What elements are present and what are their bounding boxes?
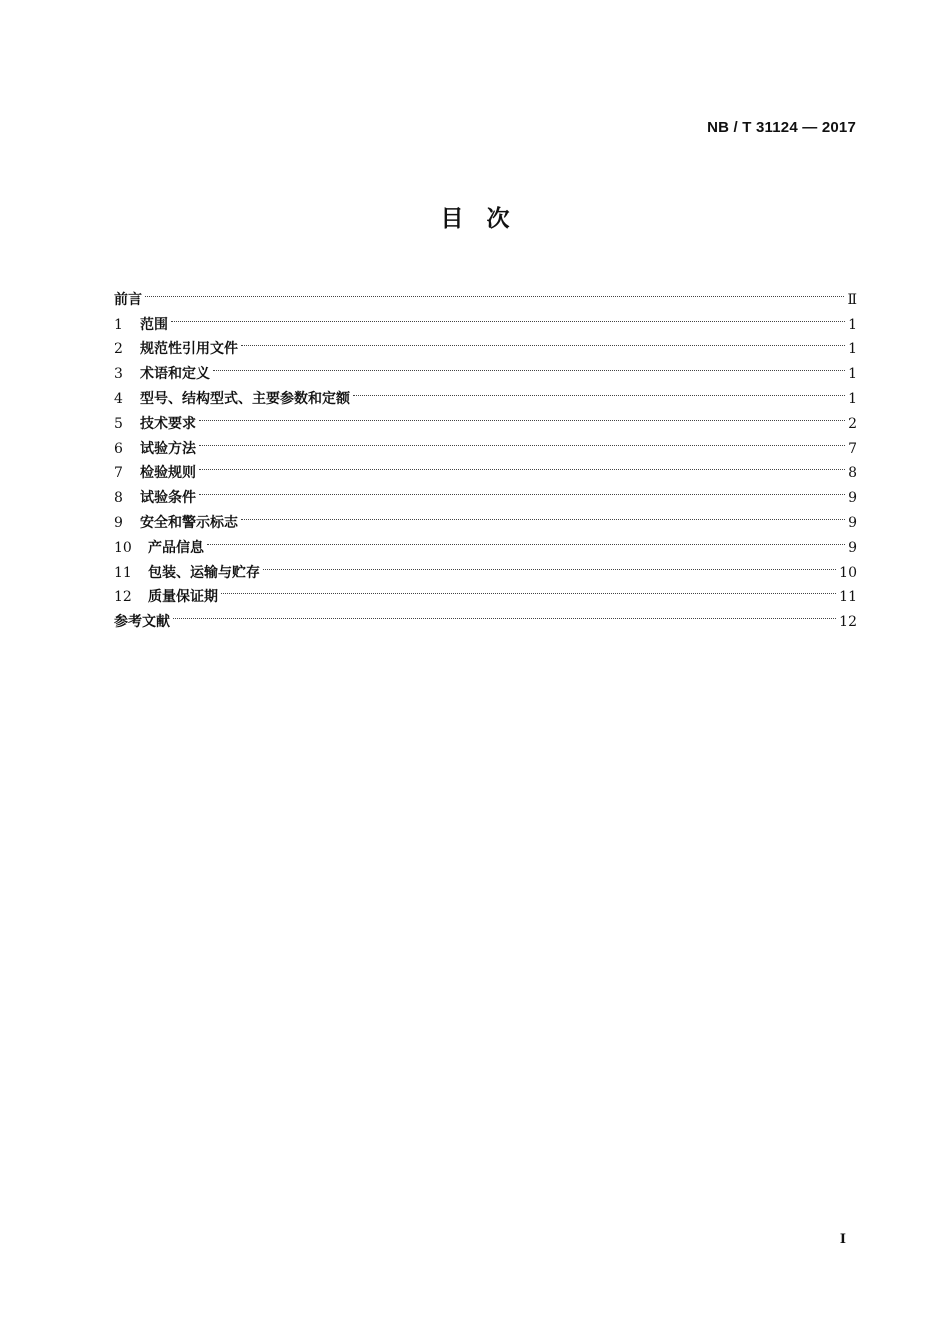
dot-leader [199, 403, 845, 428]
dot-leader [241, 329, 845, 354]
toc-entry-page: 1 [848, 390, 857, 407]
toc-entry-11[interactable] [114, 552, 857, 581]
toc-entry-number: 1 [114, 316, 123, 333]
toc-entry-label: 参考文献 [114, 614, 170, 631]
toc-entry-page: 9 [848, 539, 857, 556]
page-title: 目 次 [440, 206, 510, 232]
toc-entry-number: 11 [114, 564, 132, 581]
dot-leader [221, 577, 836, 602]
toc-entry-4[interactable] [114, 378, 857, 407]
toc-entry-number: 8 [114, 490, 123, 507]
toc-entry-page: 1 [848, 366, 857, 383]
dot-leader [199, 428, 845, 453]
table-of-contents [114, 279, 857, 631]
page-number: I [839, 1232, 846, 1247]
toc-entry-label: 质量保证期 [148, 589, 218, 606]
toc-entry-number: 3 [114, 366, 123, 383]
standard-code: NB / T 31124 — 2017 [707, 119, 856, 136]
toc-entry-label: 产品信息 [148, 539, 204, 556]
toc-entry-7[interactable] [114, 453, 857, 482]
toc-entry-number: 7 [114, 465, 123, 482]
toc-entry-label: 规范性引用文件 [140, 341, 238, 358]
toc-entry-page: 11 [839, 589, 857, 606]
toc-entry-page: 1 [848, 316, 857, 333]
toc-entry-page: 7 [848, 440, 857, 457]
toc-entry-label: 安全和警示标志 [140, 514, 238, 531]
dot-leader [263, 552, 836, 577]
dot-leader [213, 353, 845, 378]
toc-entry-page: 9 [848, 514, 857, 531]
toc-entry-9[interactable] [114, 502, 857, 531]
toc-entry-label: 术语和定义 [140, 366, 210, 383]
toc-entry-number: 4 [114, 390, 123, 407]
toc-entry-label: 试验条件 [140, 490, 196, 507]
dot-leader [207, 527, 845, 552]
toc-entry-page: 10 [839, 564, 857, 581]
dot-leader [199, 477, 845, 502]
toc-entry-page: 2 [848, 415, 857, 432]
toc-entry-page: 1 [848, 341, 857, 358]
toc-entry-number: 2 [114, 341, 123, 358]
toc-entry-label: 型号、结构型式、主要参数和定额 [140, 390, 350, 407]
toc-entry-page: 12 [839, 614, 857, 631]
toc-entry-number: 6 [114, 440, 123, 457]
toc-entry-page: 9 [848, 490, 857, 507]
toc-entry-label: 前言 [114, 291, 142, 308]
dot-leader [199, 453, 845, 478]
toc-entry-3[interactable] [114, 353, 857, 383]
toc-entry-2[interactable] [114, 329, 857, 358]
toc-entry-5[interactable] [114, 403, 857, 432]
toc-entry-foreword[interactable] [114, 279, 857, 308]
dot-leader [145, 279, 844, 304]
toc-entry-references[interactable] [114, 601, 857, 631]
dot-leader [171, 304, 845, 329]
toc-entry-number: 5 [114, 415, 123, 432]
toc-entry-label: 试验方法 [140, 440, 196, 457]
toc-entry-8[interactable] [114, 477, 857, 507]
toc-entry-10[interactable] [114, 527, 857, 556]
dot-leader [241, 502, 845, 527]
dot-leader [173, 601, 836, 626]
toc-entry-12[interactable] [114, 577, 857, 606]
toc-entry-label: 范围 [140, 316, 168, 333]
toc-entry-label: 包装、运输与贮存 [148, 564, 260, 581]
dot-leader [353, 378, 845, 403]
toc-entry-page: 8 [848, 465, 857, 482]
toc-entry-6[interactable] [114, 428, 857, 457]
toc-entry-label: 检验规则 [140, 465, 196, 482]
toc-entry-number: 12 [114, 589, 132, 606]
toc-entry-page: Ⅱ [847, 291, 857, 308]
toc-entry-1[interactable] [114, 304, 857, 333]
toc-entry-number: 9 [114, 514, 123, 531]
toc-entry-label: 技术要求 [140, 415, 196, 432]
toc-entry-number: 10 [114, 539, 132, 556]
